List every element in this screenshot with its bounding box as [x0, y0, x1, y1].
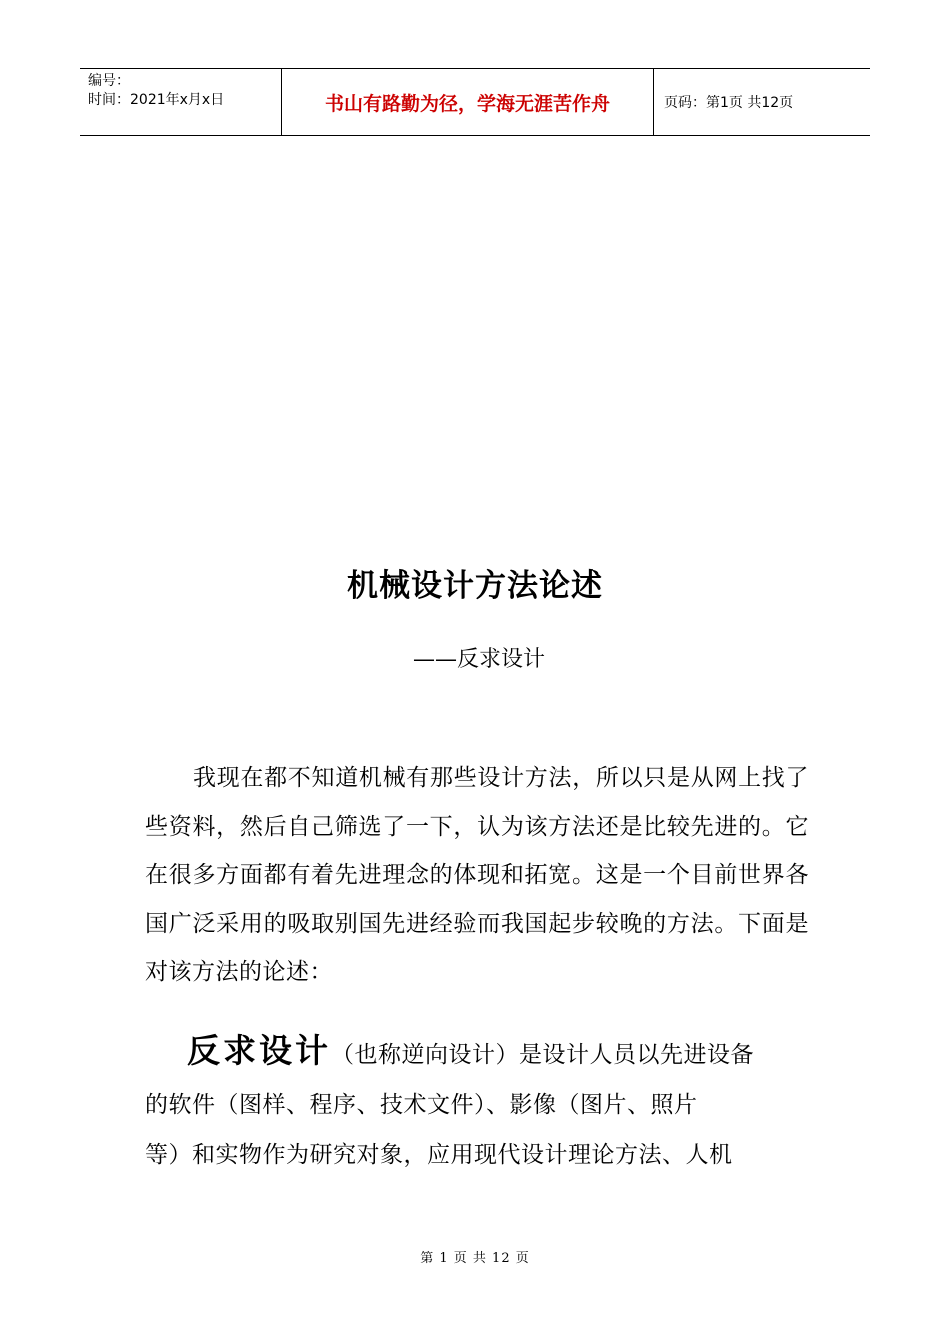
number-label: 编号：: [88, 73, 130, 89]
definition-line-1: [145, 1026, 795, 1080]
document-subtitle: ——反求设计: [412, 647, 545, 672]
header-table: [80, 68, 870, 136]
document-title: 机械设计方法论述: [347, 568, 603, 604]
header-meta-cell: [80, 69, 282, 135]
intro-paragraph: 我现在都不知道机械有那些设计方法，所以只是从网上找了些资料，然后自己筛选了一下，认为该方法还是比较先进的。它在很多方面都有着先进理念的体现和拓宽。这是一个目前世界各国广泛采用的吸取别国先进经验而我国起步较晚的方法。下面是对该方法的论述：: [145, 765, 809, 985]
definition-term: 反求设计: [187, 1031, 331, 1070]
header-motto: 书山有路勤为径，学海无涯苦作舟: [282, 69, 654, 135]
page-footer: 第 1 页 共 12 页: [420, 1251, 530, 1266]
definition-line-3: 等）和实物作为研究对象，应用现代设计理论方法、人机: [145, 1142, 733, 1168]
definition-text-1: （也称逆向设计）是设计人员以先进设备: [331, 1042, 754, 1068]
header-page-info: 页码：第1页 共12页: [664, 95, 794, 111]
definition-paragraph: [145, 1026, 795, 1180]
date-label: 时间：2021年x月x日: [88, 92, 225, 108]
definition-line-2: 的软件（图样、程序、技术文件）、影像（图片、照片: [145, 1092, 698, 1118]
